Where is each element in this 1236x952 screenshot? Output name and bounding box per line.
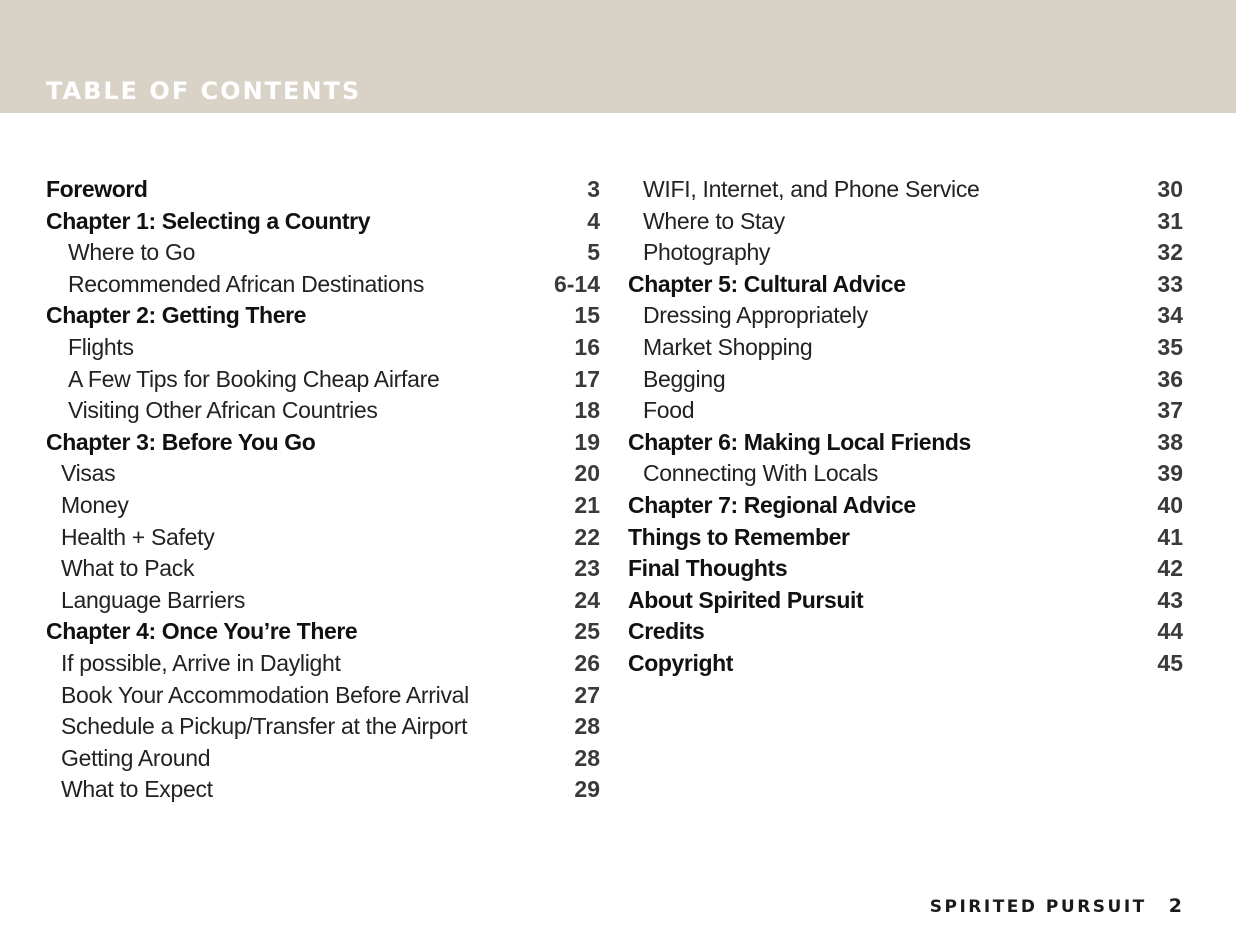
toc-entry-title: Final Thoughts <box>628 555 788 582</box>
toc-chapter-entry[interactable] <box>46 206 600 238</box>
toc-section-entry[interactable] <box>46 680 600 712</box>
toc-entry-title: What to Pack <box>61 555 195 582</box>
toc-column-left <box>46 174 600 806</box>
toc-entry-page: 39 <box>1157 460 1183 487</box>
toc-chapter-entry[interactable] <box>628 269 1183 301</box>
toc-entry-title: Connecting With Locals <box>643 460 879 487</box>
toc-chapter-entry[interactable] <box>46 427 600 459</box>
toc-entry-page: 5 <box>587 239 600 266</box>
toc-entry-page: 34 <box>1157 302 1183 329</box>
toc-entry-title: If possible, Arrive in Daylight <box>61 649 341 676</box>
toc-entry-page: 6-14 <box>553 270 600 297</box>
toc-section-entry[interactable] <box>46 522 600 554</box>
toc-entry-title: Chapter 5: Cultural Advice <box>628 270 906 297</box>
toc-entry-title: Flights <box>68 333 134 360</box>
toc-entry-page: 19 <box>574 428 600 455</box>
toc-entry-title: Chapter 4: Once You’re There <box>46 618 358 645</box>
toc-entry-page: 28 <box>574 744 600 771</box>
toc-entry-page: 42 <box>1157 555 1183 582</box>
toc-section-entry[interactable] <box>46 585 600 617</box>
toc-entry-title: Chapter 2: Getting There <box>46 302 307 329</box>
toc-entry-page: 37 <box>1157 397 1183 424</box>
toc-entry-page: 20 <box>574 460 600 487</box>
toc-column-right <box>628 174 1183 680</box>
toc-chapter-entry[interactable] <box>628 553 1183 585</box>
toc-chapter-entry[interactable] <box>628 490 1183 522</box>
toc-entry-title: Where to Stay <box>643 207 785 234</box>
toc-chapter-entry[interactable] <box>628 585 1183 617</box>
toc-entry-title: Dressing Appropriately <box>643 302 868 329</box>
toc-section-entry[interactable] <box>628 364 1183 396</box>
toc-entry-title: WIFI, Internet, and Phone Service <box>643 176 980 202</box>
toc-entry-page: 40 <box>1157 491 1183 518</box>
toc-entry-title: Begging <box>643 365 726 392</box>
toc-section-entry[interactable] <box>46 553 600 585</box>
toc-entry-title: Things to Remember <box>628 523 850 550</box>
toc-entry-title: Visas <box>61 460 116 487</box>
toc-entry-page: 27 <box>574 681 600 708</box>
toc-entry-page: 36 <box>1157 365 1183 392</box>
toc-entry-page: 38 <box>1157 428 1183 455</box>
toc-chapter-entry[interactable] <box>46 174 600 206</box>
toc-section-entry[interactable] <box>628 174 1183 206</box>
toc-section-entry[interactable] <box>46 774 600 806</box>
toc-entry-title: A Few Tips for Booking Cheap Airfare <box>68 365 440 392</box>
toc-entry-title: Chapter 1: Selecting a Country <box>46 207 371 234</box>
toc-entry-page: 28 <box>574 713 600 740</box>
toc-entry-page: 15 <box>574 302 600 329</box>
toc-entry-page: 26 <box>574 649 600 676</box>
toc-entry-title: Market Shopping <box>643 333 813 360</box>
page-footer <box>930 893 1182 920</box>
toc-chapter-entry[interactable] <box>628 648 1183 680</box>
toc-entry-page: 32 <box>1157 239 1183 266</box>
page-title: TABLE OF CONTENTS <box>46 77 362 105</box>
toc-entry-title: Food <box>643 397 695 424</box>
toc-section-entry[interactable] <box>46 458 600 490</box>
toc-entry-title: Schedule a Pickup/Transfer at the Airport <box>61 713 468 740</box>
toc-entry-title: Credits <box>628 618 705 645</box>
toc-section-entry[interactable] <box>46 711 600 743</box>
toc-chapter-entry[interactable] <box>46 616 600 648</box>
toc-section-entry[interactable] <box>46 490 600 522</box>
toc-section-entry[interactable] <box>46 237 600 269</box>
toc-entry-title: Visiting Other African Countries <box>68 397 378 424</box>
toc-entry-title: Health + Safety <box>61 523 215 550</box>
toc-entry-page: 17 <box>574 365 600 392</box>
toc-entry-title: What to Expect <box>61 776 213 803</box>
toc-section-entry[interactable] <box>46 648 600 680</box>
toc-entry-page: 4 <box>587 207 600 234</box>
toc-section-entry[interactable] <box>628 458 1183 490</box>
toc-entry-page: 18 <box>574 397 600 424</box>
toc-entry-title: Chapter 7: Regional Advice <box>628 491 916 518</box>
toc-entry-title: Book Your Accommodation Before Arrival <box>61 681 469 708</box>
toc-entry-page: 3 <box>587 176 600 202</box>
toc-entry-title: About Spirited Pursuit <box>628 586 864 613</box>
toc-entry-page: 21 <box>574 491 600 518</box>
toc-entry-page: 25 <box>574 618 600 645</box>
toc-section-entry[interactable] <box>628 300 1183 332</box>
footer-page-number: 2 <box>1168 895 1182 917</box>
toc-entry-page: 24 <box>574 586 600 613</box>
toc-section-entry[interactable] <box>46 332 600 364</box>
toc-entry-page: 29 <box>574 776 600 803</box>
toc-section-entry[interactable] <box>46 269 600 301</box>
toc-entry-page: 23 <box>574 555 600 582</box>
toc-section-entry[interactable] <box>628 206 1183 238</box>
toc-chapter-entry[interactable] <box>46 300 600 332</box>
toc-entry-title: Money <box>61 491 129 518</box>
toc-section-entry[interactable] <box>46 743 600 775</box>
toc-entry-title: Copyright <box>628 649 733 676</box>
toc-entry-page: 45 <box>1157 649 1183 676</box>
toc-entry-page: 16 <box>574 333 600 360</box>
toc-section-entry[interactable] <box>46 364 600 396</box>
header-band <box>0 0 1236 113</box>
toc-entry-title: Recommended African Destinations <box>68 270 425 297</box>
toc-chapter-entry[interactable] <box>628 427 1183 459</box>
toc-entry-page: 35 <box>1157 333 1183 360</box>
toc-chapter-entry[interactable] <box>628 616 1183 648</box>
toc-entry-title: Language Barriers <box>61 586 246 613</box>
toc-entry-page: 33 <box>1157 270 1183 297</box>
toc-entry-title: Photography <box>643 239 771 266</box>
toc-entry-page: 43 <box>1157 586 1183 613</box>
toc-section-entry[interactable] <box>46 395 600 427</box>
footer-brand: SPIRITED PURSUIT <box>929 897 1147 917</box>
toc-chapter-entry[interactable] <box>628 522 1183 554</box>
toc-entry-page: 44 <box>1157 618 1183 645</box>
toc-entry-page: 30 <box>1157 176 1183 202</box>
toc-entry-title: Getting Around <box>61 744 211 771</box>
toc-section-entry[interactable] <box>628 332 1183 364</box>
toc-section-entry[interactable] <box>628 395 1183 427</box>
toc-entry-page: 22 <box>574 523 600 550</box>
toc-entry-title: Where to Go <box>68 239 196 266</box>
toc-entry-title: Chapter 6: Making Local Friends <box>628 428 971 455</box>
toc-section-entry[interactable] <box>628 237 1183 269</box>
toc-entry-title: Foreword <box>46 176 148 202</box>
toc-entry-page: 31 <box>1157 207 1183 234</box>
toc-entry-title: Chapter 3: Before You Go <box>46 428 316 455</box>
toc-entry-page: 41 <box>1157 523 1183 550</box>
